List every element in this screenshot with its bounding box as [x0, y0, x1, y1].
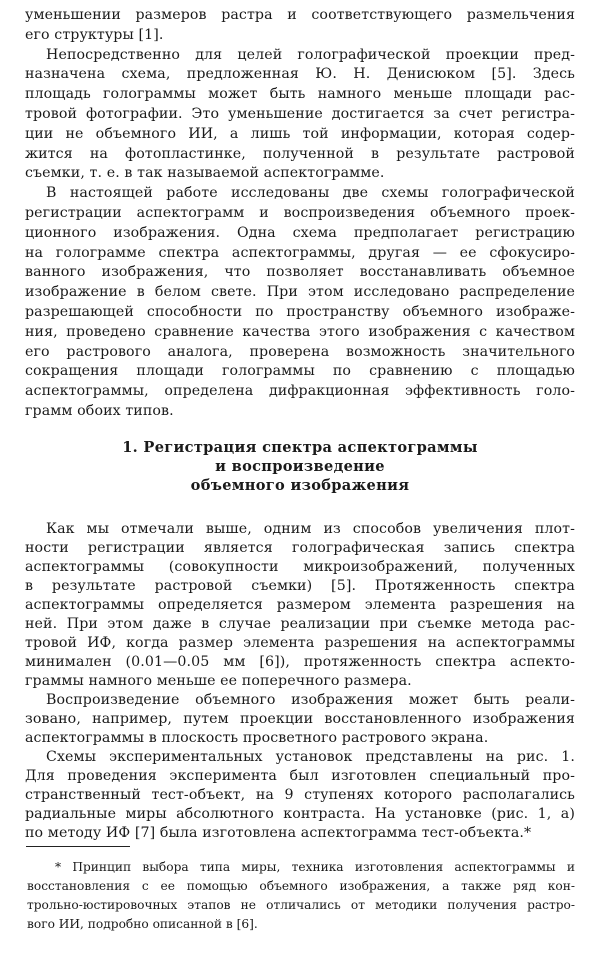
- intro-line-16: разрешающей способности по пространству объемного изображе-: [25, 304, 575, 320]
- body-line-11: зовано, например, путем проекции восстановленного изображения: [25, 711, 575, 727]
- footnote-rule: [26, 846, 130, 847]
- body-line-13: Схемы экспериментальных установок представлены на рис. 1.: [46, 749, 575, 765]
- section-heading-line-1: 1. Регистрация спектра аспектограммы: [122, 439, 478, 456]
- body-line-14: Для проведения эксперимента был изготовлен специальный про-: [25, 768, 575, 784]
- intro-line-21: грамм обоих типов.: [25, 403, 174, 419]
- body-line-9: граммы намного меньше ее поперечного размера.: [25, 673, 412, 689]
- footnote-line-1: * Принцип выбора типа миры, техника изготовления аспектограммы и: [55, 860, 575, 874]
- body-line-3: аспектограммы (совокупности микроизображений, полученных: [25, 559, 575, 575]
- intro-line-3: Непосредственно для целей голографической проекции пред-: [46, 47, 575, 63]
- intro-line-9: съемки, т. е. в так называемой аспектограмме.: [25, 165, 385, 181]
- footnote-line-2: восстановления с ее помощью объемного изображения, а также ряд кон-: [27, 879, 575, 893]
- intro-line-17: ния, проведено сравнение качества этого изображения с качеством: [25, 324, 575, 340]
- section-heading-line-2: и воспроизведение: [215, 458, 385, 475]
- intro-line-1: уменьшении размеров растра и соответствующего размельчения: [25, 7, 575, 23]
- intro-line-13: на голограмме спектра аспектограммы, другая — ее сфокусиро-: [25, 245, 575, 261]
- intro-line-10: В настоящей работе исследованы две схемы голографической: [46, 185, 575, 201]
- body-line-1: Как мы отмечали выше, одним из способов увеличения плот-: [46, 521, 575, 537]
- section-heading-line-3: объемного изображения: [190, 477, 410, 494]
- body-line-15: странственный тест-объект, на 9 ступенях которого располагались: [25, 787, 575, 803]
- intro-line-8: жится на фотопластинке, полученной в результате растровой: [25, 146, 575, 162]
- intro-line-12: ционного изображения. Одна схема предполагает регистрацию: [25, 225, 575, 241]
- footnote-line-4: вого ИИ, подробно описанной в [6].: [27, 917, 258, 931]
- intro-line-20: аспектограммы, определена дифракционная эффективность голо-: [25, 383, 575, 399]
- body-line-4: в результате растровой съемки) [5]. Протяженность спектра: [25, 578, 575, 594]
- intro-line-2: его структуры [1].: [25, 27, 164, 43]
- body-line-5: аспектограммы определяется размером элемента разрешения на: [25, 597, 575, 613]
- body-line-6: ней. При этом даже в случае реализации при съемке метода рас-: [25, 616, 575, 632]
- footnote-line-3: трольно-юстировочных этапов не отличались от методики получения растро-: [27, 898, 575, 912]
- body-line-12: аспектограммы в плоскость просветного растрового экрана.: [25, 730, 489, 746]
- intro-line-6: тровой фотографии. Это уменьшение достигается за счет регистра-: [25, 106, 575, 122]
- body-line-17: по методу ИФ [7] была изготовлена аспектограмма тест-объекта.*: [25, 825, 532, 841]
- body-line-7: тровой ИФ, когда размер элемента разрешения на аспектограммы: [25, 635, 575, 651]
- intro-line-7: ции не объемного ИИ, а лишь той информации, которая содер-: [25, 126, 575, 142]
- intro-line-5: площадь голограммы может быть намного меньше площади рас-: [25, 86, 575, 102]
- body-line-10: Воспроизведение объемного изображения может быть реали-: [46, 692, 575, 708]
- body-line-8: минимален (0.01—0.05 мм [6]), протяженность спектра аспекто-: [25, 654, 575, 670]
- intro-line-11: регистрации аспектограмм и воспроизведения объемного проек-: [25, 205, 575, 221]
- intro-line-14: ванного изображения, что позволяет восстанавливать объемное: [25, 264, 575, 280]
- intro-line-4: назначена схема, предложенная Ю. Н. Денисюком [5]. Здесь: [25, 66, 575, 82]
- intro-line-19: сокращения площади голограммы по сравнению с площадью: [25, 363, 575, 379]
- body-line-16: радиальные миры абсолютного контраста. На установке (рис. 1, а): [25, 806, 575, 822]
- intro-line-15: изображение в белом свете. При этом исследовано распределение: [25, 284, 575, 300]
- intro-line-18: его растрового аналога, проверена возможность значительного: [25, 344, 575, 360]
- body-line-2: ности регистрации является голографическая запись спектра: [25, 540, 575, 556]
